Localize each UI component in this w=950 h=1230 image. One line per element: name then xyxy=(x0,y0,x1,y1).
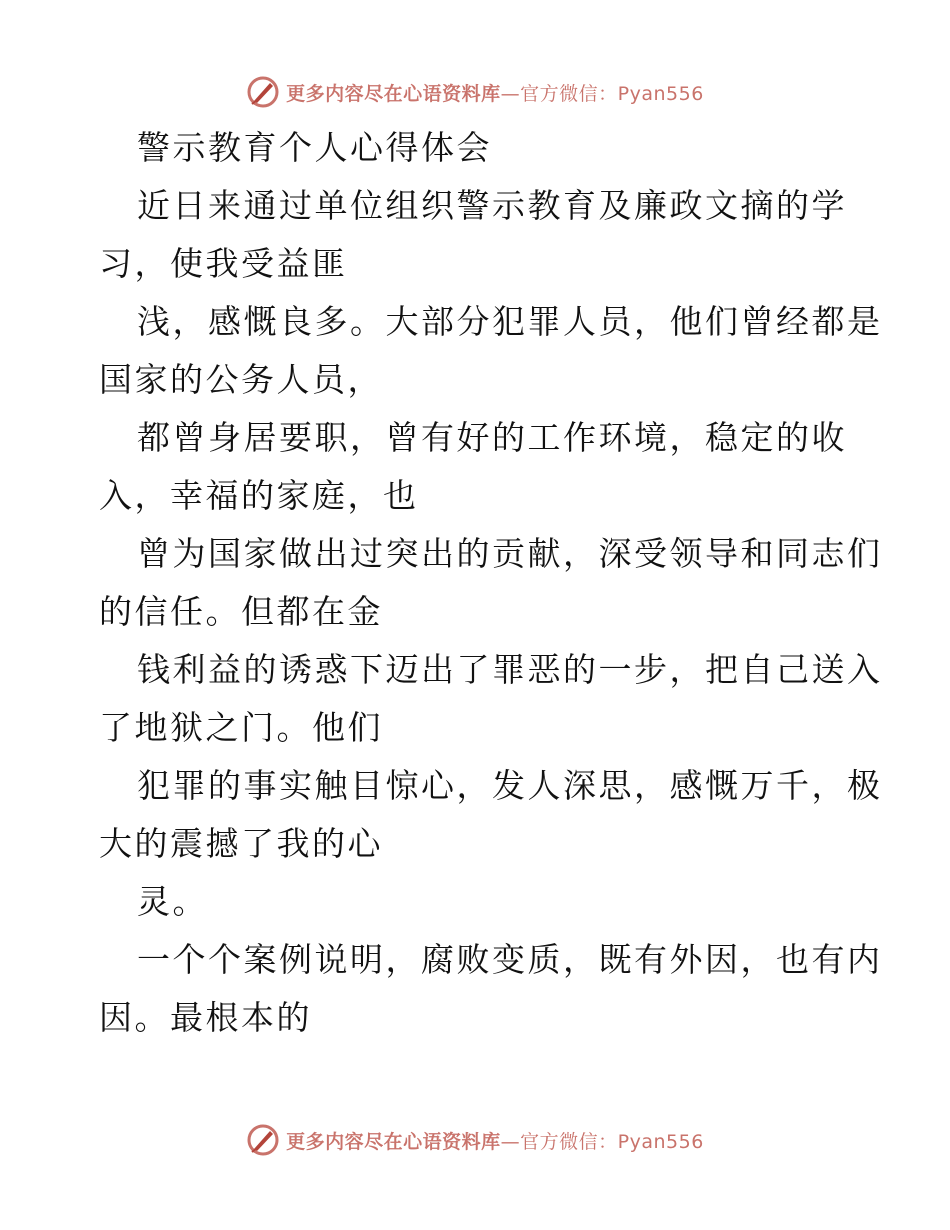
paragraph-line: 犯罪的事实触目惊心，发人深思，感慨万千，极 xyxy=(137,766,883,805)
footer-banner xyxy=(0,1120,950,1160)
paragraph-line: 曾为国家做出过突出的贡献，深受领导和同志们 xyxy=(137,534,883,573)
banner-separator: — xyxy=(500,1130,521,1153)
header-banner xyxy=(0,72,950,112)
banner-wechat-text: 官方微信：Pyan556 xyxy=(520,82,704,105)
feather-pen-logo-icon xyxy=(246,75,280,109)
paragraph-line: 入，幸福的家庭，也 xyxy=(99,476,419,515)
paragraph-line: 灵。 xyxy=(137,882,208,921)
paragraph-line: 习，使我受益匪 xyxy=(99,244,348,283)
paragraph-line: 浅，感慨良多。大部分犯罪人员，他们曾经都是 xyxy=(137,302,883,341)
paragraph-line: 大的震撼了我的心 xyxy=(99,824,383,863)
banner-main-text: 更多内容尽在心语资料库 xyxy=(286,1130,501,1153)
paragraph-line: 因。最根本的 xyxy=(99,998,312,1037)
paragraph-line: 了地狱之门。他们 xyxy=(99,708,383,747)
paragraph-line: 近日来通过单位组织警示教育及廉政文摘的学 xyxy=(137,186,847,225)
paragraph-line: 都曾身居要职，曾有好的工作环境，稳定的收 xyxy=(137,418,847,457)
banner-main-text: 更多内容尽在心语资料库 xyxy=(286,82,501,105)
paragraph-line: 一个个案例说明，腐败变质，既有外因，也有内 xyxy=(137,940,883,979)
banner-wechat-text: 官方微信：Pyan556 xyxy=(520,1130,704,1153)
paragraph-line: 的信任。但都在金 xyxy=(99,592,383,631)
banner-separator: — xyxy=(500,82,521,105)
feather-pen-logo-icon xyxy=(246,1123,280,1157)
paragraph-line: 钱利益的诱惑下迈出了罪恶的一步，把自己送入 xyxy=(137,650,883,689)
document-title: 警示教育个人心得体会 xyxy=(137,128,492,167)
paragraph-line: 国家的公务人员， xyxy=(99,360,383,399)
